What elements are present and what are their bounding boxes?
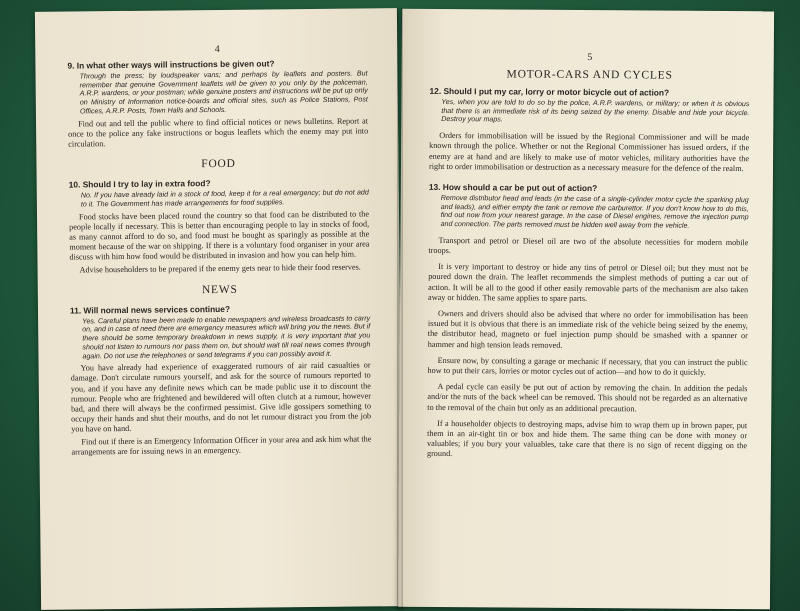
answer-11: Yes. Careful plans have been made to enable newspapers and wireless broadcasts to carry on, and in case of need there are emergency measures which will bring you the news. But if there should be some temporary breakdown in news supply, it is very important that you should not listen to rumours nor pass them on, but should wait till real news comes through again. Do not use the telephones or send telegrams if you can possibly avoid it. [82,314,371,360]
booklet-spine [397,8,403,610]
page-number-left: 4 [214,43,220,56]
body-13-4: Ensure now, by consulting a garage or mechanic if necessary, that you can instruct the public how to put their cars, lorries or motor cycles out of action—and how to do it quickly. [427,355,748,377]
body-9: Find out and tell the public where to find official notices or news bulletins. Report at once to the police any fake instructions or bogus leaflets which the enemy may put into circulation. [68,115,369,149]
body-13-2: It is very important to destroy or hide any tins of petrol or Diesel oil; but they must not be poured down the drain. The leaflet recommends the simplest methods of putting a car out of action. It will be all to the good if other easily removable parts of the mechanism are also taken away or hidden. The same applies to spare parts. [428,262,749,303]
answer-12: Yes, when you are told to do so by the police, A.R.P. wardens, or military; or when it is obvious that there is an immediate risk of its being seized by the enemy. Disable and hide your bicycle. Destroy your maps. [441,97,750,124]
body-13-5: A pedal cycle can easily be put out of action by removing the chain. In addition the pedals and/or the nuts of the back wheel can be removed. This should not be regarded as an alternative to the removal of the chain but only as an additional precaution. [427,382,748,413]
body-13-1: Transport and petrol or Diesel oil are two of the absolute necessities for modern mobile troops. [428,235,749,255]
body-11-2: Find out if there is an Emergency Information Officer in your area and ask him what the arrangements are for issuing news in an emergency. [71,434,372,457]
answer-13: Remove distributor head and leads (in the case of a single-cylinder motor cycle the sparking plug and leads), and either empty the tank or remove the carburettor. If you don't know how to do this, find out now from your nearest garage. In the case of Diesel engines, remove the injection pump and connection. The parts removed must be hidden well away from the vehicle. [440,193,749,230]
motor-cars-heading: MOTOR-CARS AND CYCLES [506,68,673,82]
question-13: 13. How should a car be put out of action? [428,181,598,193]
body-10-2: Advise householders to be prepared if the enemy gets near to hide their food reserves. [79,262,361,275]
page-number-right: 5 [587,52,593,64]
body-10-1: Food stocks have been placed round the country so that food can be distributed to the people locally if necessary. This is better than encouraging people to lay in stocks of food, as many cannot afford to do so, and food must be bought as sparingly as possible at the moment because of the war on shipping. If there is a voluntary food organiser in your area discuss with him how food would be distributed in invasion and how you can help him. [69,208,370,262]
question-11: 11. Will normal news services continue? [69,303,231,316]
question-9: 9. In what other ways will instructions be given out? [67,58,275,71]
answer-10: No. If you have already laid in a stock of food, keep it for a real emergency; but do not add to it. The Government has made arrangements for food supplies. [80,188,369,209]
question-10: 10. Should I try to lay in extra food? [68,178,211,190]
question-12: 12. Should I put my car, lorry or motor bicycle out of action? [429,85,670,98]
body-12: Orders for immobilisation will be issued by the Regional Commissioner and will be made known through the police. Whether or not the Regional Commissioner has issued orders, if the enemy are at hand and are likely to make use of motor vehicles, military authorities have the right to order immobilisation or destruction as a necessary measure for the defence of the realm. [428,131,750,173]
answer-9: Through the press; by loudspeaker vans; and perhaps by leaflets and posters. But remember that genuine Government leaflets will be given to you only by the policeman, A.R.P. wardens, or your postman; while genuine posters and instructions will be put up only on Ministry of Information notice-boards and official sites, such as Police Stations, Post Offices, A.R.P. Posts, Town Halls and Schools. [79,69,368,116]
food-heading: FOOD [201,157,236,171]
news-heading: NEWS [201,283,238,296]
body-13-3: Owners and drivers should also be advised that where no order for immobilisation has been issued but it is obvious that there is an immediate risk of the vehicle being seized by the enemy, the distributor head, magneto or fuel injection pump should be smashed with a spanner or hammer and high tension leads removed. [427,308,748,350]
left-page [35,8,403,610]
right-page [398,9,774,610]
body-11-1: You have already had experience of exaggerated rumours of air raid casualties or damage. Don't circulate rumours yourself, and ask for the source of rumours reported to you, and if you have any definite news which can be made public use it to discount the rumour. People who are frightened and bewildered will often clutch at a rumour, however bad, and there will always be the confirmed pessimist. Give idle gossipers something to occupy their hands and shut their mouths, and do not let rumour distract you from the job you have on hand. [70,360,372,435]
body-13-6: If a householder objects to destroying maps, advise him to wrap them up in brown paper, put them in an air-tight tin or box and hide them. The same thing can be done with money or valuables; if you bury your valuables, take care that there is no sign of recent digging on the ground. [426,418,748,459]
